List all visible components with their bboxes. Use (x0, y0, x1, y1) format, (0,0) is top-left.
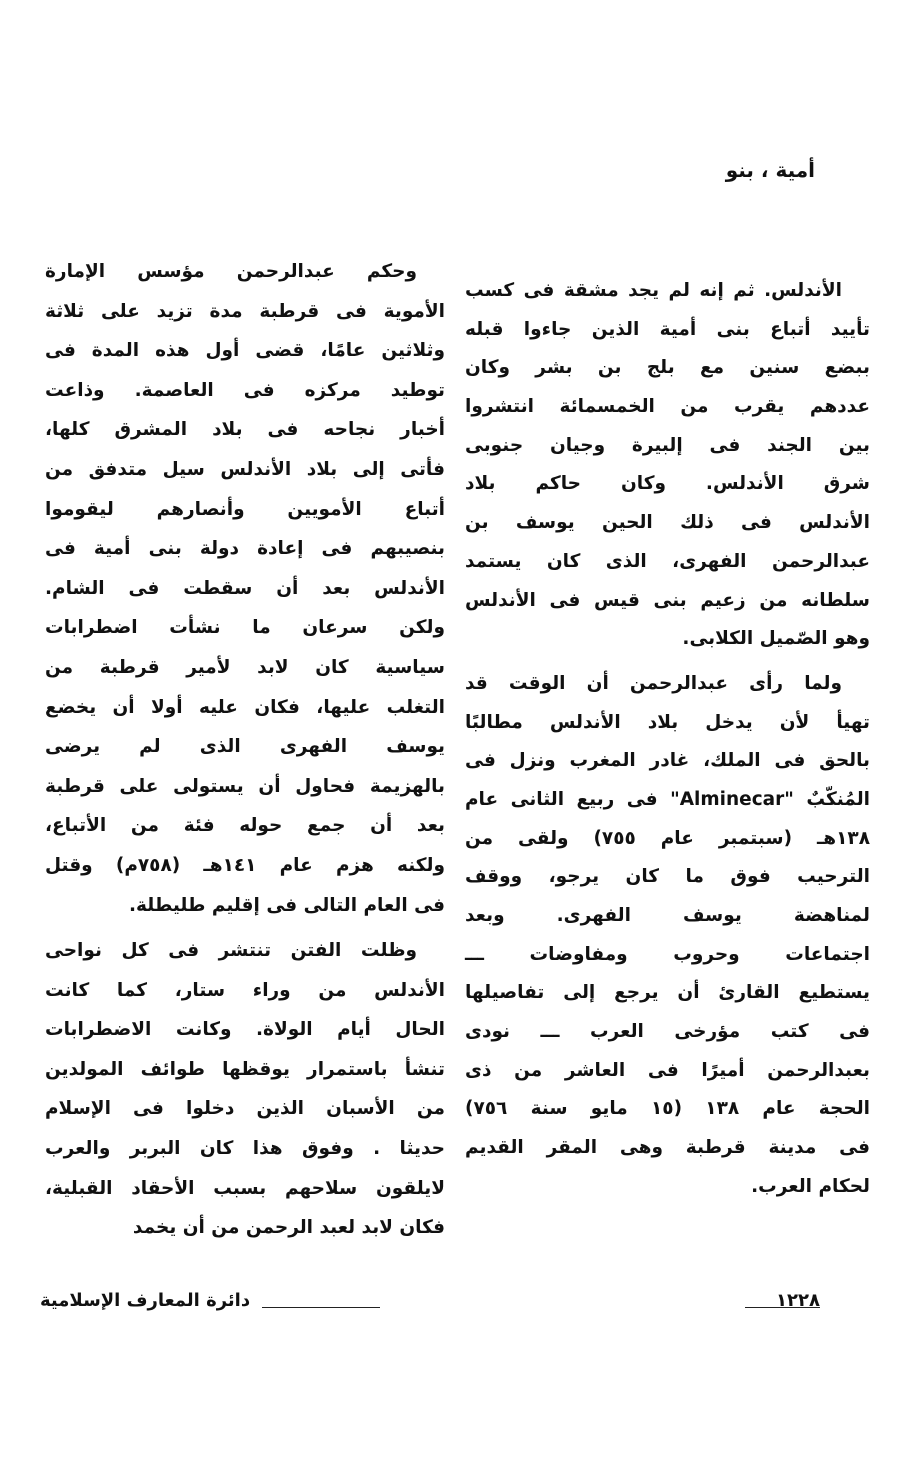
text-line: الأموية فى قرطبة مدة تزيد على ثلاثة (45, 300, 445, 322)
text-line: تهيأ لأن يدخل بلاد الأندلس مطالبًا (465, 711, 870, 733)
text-line: الأندلس بعد أن سقطت فى الشام. (45, 577, 445, 599)
text-line: بالحق فى الملك، غادر المغرب ونزل فى (465, 750, 870, 772)
text-line: من الأسبان الذين دخلوا فى الإسلام (45, 1098, 445, 1120)
running-header: أمية ، بنو (725, 158, 815, 182)
text-line: وظلت الفتن تنتشر فى كل نواحى (45, 940, 417, 962)
text-line: تنشأ باستمرار يوقظها طوائف المولدين (45, 1058, 445, 1080)
text-line: بعبدالرحمن أميرًا فى العاشر من ذى (465, 1059, 870, 1081)
text-line: فى كتب مؤرخى العرب ـــ نودى (465, 1021, 870, 1043)
text-line: سياسية كان لابد لأمير قرطبة من (45, 656, 445, 678)
text-line: اجتماعات وحروب ومفاوضات ـــ (465, 943, 870, 965)
text-line: لمناهضة يوسف الفهرى. وبعد (465, 905, 870, 926)
text-line: عبدالرحمن الفهرى، الذى كان يستمد (465, 550, 870, 572)
text-line: الحجة عام ١٣٨ (١٥ مايو سنة ٧٥٦) (465, 1098, 870, 1120)
text-line: وهو الصّميل الكلابى. (682, 628, 870, 650)
text-line: ولما رأى عبدالرحمن أن الوقت قد (465, 672, 842, 694)
text-line: يستطيع القارئ أن يرجع إلى تفاصيلها (465, 982, 870, 1004)
text-line: بالهزيمة فحاول أن يستولى على قرطبة (45, 775, 445, 797)
text-line: الأندلس من وراء ستار، كما كانت (45, 979, 445, 1001)
text-line: الأندلس فى ذلك الحين يوسف بن (465, 512, 870, 534)
text-line: لحكام العرب. (751, 1175, 870, 1197)
text-line: الأندلس. ثم إنه لم يجد مشقة فى كسب (465, 280, 842, 301)
text-line: الترحيب فوق ما كان يرجو، ووقف (465, 866, 870, 888)
text-line: المُنكّبٌ "Alminecar" فى ربيع الثانى عام (465, 788, 870, 810)
text-line: فى مدينة قرطبة وهى المقر القديم (465, 1137, 870, 1159)
text-line: يوسف الفهرى الذى لم يرضى (45, 736, 445, 758)
text-line: تأييد أتباع بنى أمية الذين جاءوا قبله (465, 318, 870, 340)
text-line: عددهم يقرب من الخمسمائة انتشروا (465, 396, 870, 418)
text-line: لايلقون سلاحهم بسبب الأحقاد القبلية، (45, 1177, 445, 1199)
text-line: أتباع الأمويين وأنصارهم ليقوموا (45, 498, 445, 520)
publication-title: دائرة المعارف الإسلامية (40, 1290, 251, 1311)
left-column (45, 252, 445, 1248)
text-line: سلطانه من زعيم بنى قيس فى الأندلس (465, 589, 870, 611)
text-line: التغلب عليها، فكان عليه أولا أن يخضع (45, 696, 445, 718)
text-line: فأتى إلى بلاد الأندلس سيل متدفق من (45, 458, 445, 480)
text-line: الحال أيام الولاة. وكانت الاضطرابات (45, 1019, 445, 1041)
text-line: ولكن سرعان ما نشأت اضطرابات (45, 617, 445, 639)
text-line: توطيد مركزه فى العاصمة. وذاعت (45, 379, 445, 401)
text-line: بنصيبهم فى إعادة دولة بنى أمية فى (45, 538, 445, 560)
text-line: ولكنه هزم عام ١٤١هـ (٧٥٨م) وقتل (45, 854, 446, 876)
paragraph (465, 665, 870, 1207)
text-line: أخبار نجاحه فى بلاد المشرق كلها، (45, 419, 445, 441)
paragraph (45, 252, 445, 925)
right-column (465, 272, 870, 1207)
text-line: ١٣٨هـ (سبتمبر عام ٧٥٥) ولقى من (465, 827, 870, 849)
text-line: فكان لابد لعبد الرحمن من أن يخمد (132, 1217, 445, 1239)
text-line: بعد أن جمع حوله فئة من الأتباع، (45, 815, 445, 837)
footer-rule-right (745, 1307, 820, 1308)
footer-rule-left (262, 1307, 380, 1308)
text-line: فى العام التالى فى إقليم طليطلة. (129, 894, 445, 916)
paragraph (45, 931, 445, 1248)
text-line: وثلاثين عامًا، قضى أول هذه المدة فى (45, 340, 445, 362)
page-number: ١٢٢٨ (776, 1290, 820, 1311)
paragraph (465, 272, 870, 659)
text-line: وحكم عبدالرحمن مؤسس الإمارة (45, 261, 417, 282)
text-line: حديثا . وفوق هذا كان البربر والعرب (45, 1138, 445, 1160)
text-line: شرق الأندلس. وكان حاكم بلاد (465, 473, 870, 495)
text-line: بين الجند فى إلبيرة وجيان جنوبى (465, 434, 870, 456)
text-line: ببضع سنين مع بلج بن بشر وكان (465, 357, 870, 379)
